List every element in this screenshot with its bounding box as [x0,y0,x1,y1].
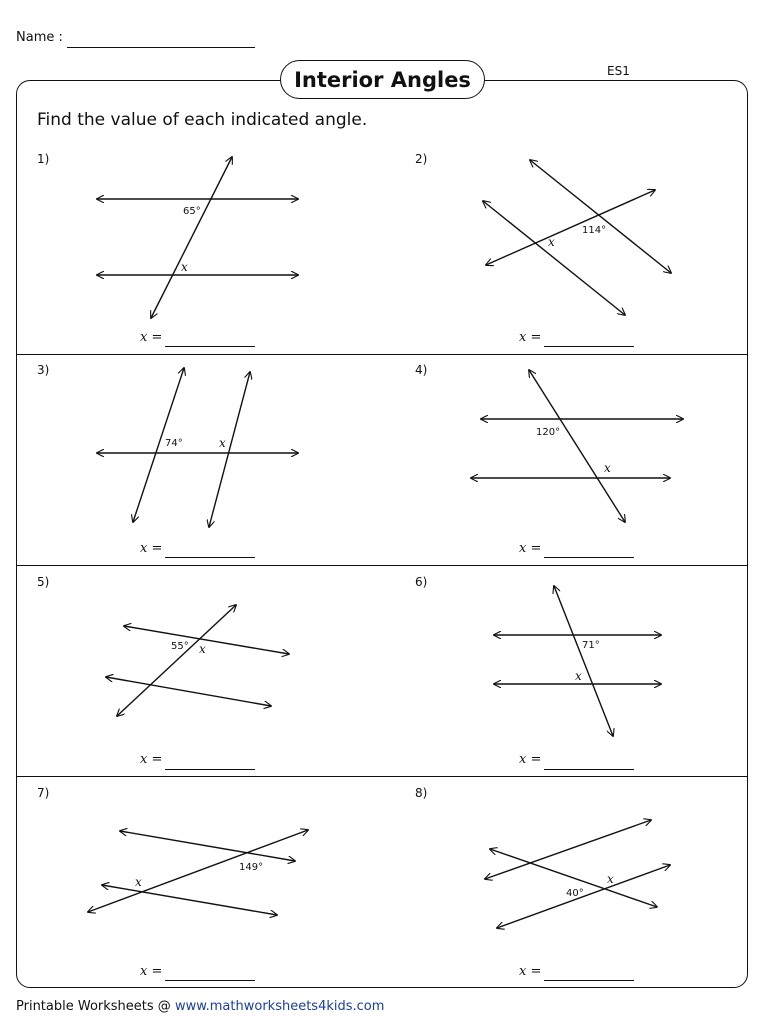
angle-label-8: 40° [566,888,584,899]
unknown-label-1: x [181,260,188,274]
angle-label-6: 71° [582,640,600,651]
diagram-3 [97,368,298,527]
parallel-line [102,885,277,915]
unknown-label-8: x [607,872,614,886]
answer-label-3: x = [140,541,163,556]
problem-number-8: 8) [415,786,428,800]
answer-label-8: x = [519,964,542,979]
answer-label-4: x = [519,541,542,556]
transversal-line [151,157,232,318]
unknown-label-3: x [219,436,226,450]
name-label: Name : [16,30,63,45]
parallel-line [485,820,651,879]
unknown-label-4: x [604,461,611,475]
transversal-line [117,605,236,716]
transversal-line [486,190,655,265]
parallel-line [120,831,295,861]
diagram-4 [471,370,683,522]
diagram-6 [494,586,661,736]
diagram-2 [483,160,671,315]
parallel-line [124,626,289,654]
angle-label-3: 74° [165,438,183,449]
unknown-label-5: x [199,642,206,656]
worksheet-code: ES1 [607,64,630,78]
parallel-line [209,372,250,527]
footer-prefix: Printable Worksheets @ [16,999,175,1014]
problem-number-6: 6) [415,575,428,589]
unknown-label-7: x [135,875,142,889]
problem-number-4: 4) [415,363,428,377]
transversal-line [529,370,625,522]
diagram-7 [88,830,308,915]
parallel-line [483,201,625,315]
parallel-line [106,677,271,706]
diagram-8 [485,820,670,928]
problem-number-7: 7) [37,786,50,800]
footer [16,999,384,1014]
footer-link[interactable]: www.mathworksheets4kids.com [174,999,385,1014]
transversal-line [554,586,613,736]
worksheet-title: Interior Angles [280,60,485,99]
angle-label-1: 65° [183,206,201,217]
instruction-text: Find the value of each indicated angle. [37,110,368,130]
problem-number-1: 1) [37,152,50,166]
problem-number-5: 5) [37,575,50,589]
problem-number-3: 3) [37,363,50,377]
unknown-label-2: x [548,235,555,249]
angle-label-5: 55° [171,641,189,652]
diagram-1 [97,157,298,318]
answer-label-5: x = [140,752,163,767]
answer-label-7: x = [140,964,163,979]
angle-label-7: 149° [239,862,264,873]
diagram-5 [106,605,289,716]
angle-label-4: 120° [536,427,561,438]
answer-label-2: x = [519,330,542,345]
answer-label-6: x = [519,752,542,767]
answer-label-1: x = [140,330,163,345]
angle-label-2: 114° [582,225,607,236]
problem-number-2: 2) [415,152,428,166]
transversal-line [88,830,308,912]
unknown-label-6: x [575,669,582,683]
